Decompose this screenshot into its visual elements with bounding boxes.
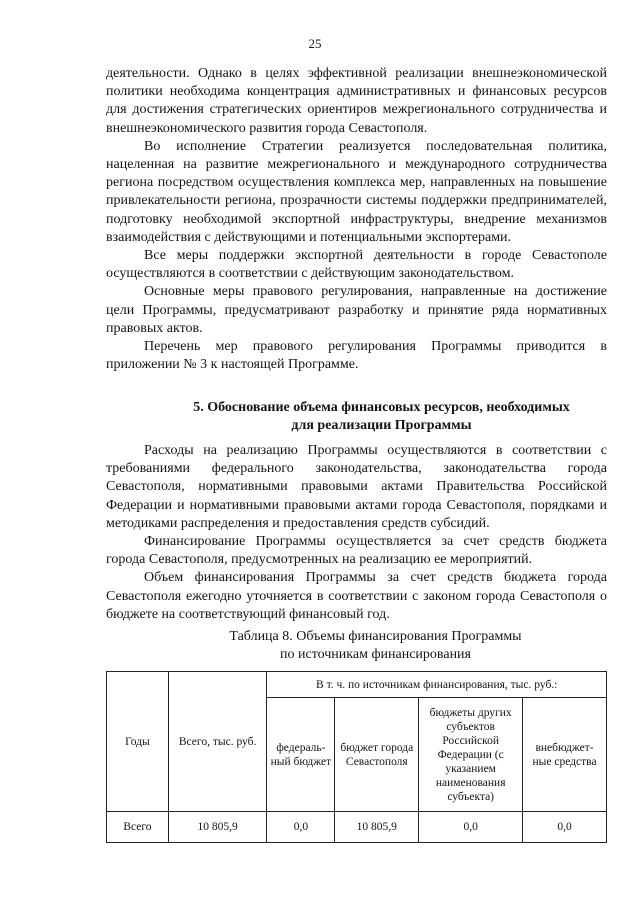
paragraph: Все меры поддержки экспортной деятельности в городе Севастополе осуществляются в соответствии с действующим законодательством. [106,248,607,282]
cell-city: 10 805,9 [335,812,419,843]
section-heading-line-1: 5. Обоснование объема финансовых ресурсов, необходимых [193,400,570,415]
table-caption-line-2: по источникам финансирования [280,647,471,663]
table-row [107,812,607,843]
paragraph: Расходы на реализацию Программы осуществляются в соответствии с требованиями федерального законодательства, законодательства города Севастополя, нормативными правовыми актами Правительства Российской Федерации и нормативными правовыми актами города Севастополя, порядками и методиками распределения и предоставления средств субсидий. [106,443,607,531]
body-text [106,65,607,374]
cell-federal: 0,0 [267,812,335,843]
cell-total: 10 805,9 [168,812,267,843]
table-caption [106,628,607,664]
header-other-regions-budget: бюджеты других субъектов Российской Федерации (с указанием наименования субъекта) [419,698,523,812]
header-sources-group: В т. ч. по источникам финансирования, тыс. руб.: [267,672,607,698]
table-caption-line-1: Таблица 8. Объемы финансирования Программы [229,629,522,644]
paragraph: Финансирование Программы осуществляется за счет средств бюджета города Севастополя, предусмотренных на реализацию ее мероприятий. [106,534,607,568]
header-years: Годы [107,672,169,812]
section-heading-line-2: для реализации Программы [291,418,472,434]
paragraph: Основные меры правового регулирования, направленные на достижение цели Программы, предусматривают разработку и принятие ряда нормативных правовых актов. [106,284,607,336]
page-number: 25 [308,36,322,51]
cell-other-regions: 0,0 [419,812,523,843]
paragraph: деятельности. Однако в целях эффективной реализации внешнеэкономической политики необходима концентрация административных и финансовых ресурсов для достижения стратегических ориентиров межрегионального сотрудничества и внешнеэкономического развития города Севастополя. [106,66,607,136]
paragraph: Перечень мер правового регулирования Программы приводится в приложении № 3 к настоящей Программе. [106,339,607,373]
paragraph: Во исполнение Стратегии реализуется последовательная политика, нацеленная на развитие межрегионального и международного сотрудничества региона посредством осуществления комплекса мер, направленных на повышение привлекательности региона, прозрачности системы поддержки предпринимателей, подготовку необходимой экспортной инфраструктуры, внедрение механизмов взаимодействия с действующими и потенциальными экспортерами. [106,138,607,245]
header-extrabudgetary: внебюджет-ные средства [523,698,607,812]
financing-table [106,671,607,843]
section-body-text [106,442,607,624]
header-total: Всего, тыс. руб. [168,672,267,812]
header-city-budget: бюджет города Севастополя [335,698,419,812]
paragraph: Объем финансирования Программы за счет средств бюджета города Севастополя ежегодно уточняется в соответствии с законом города Севастополя о бюджете на соответствующий финансовый год. [106,570,607,622]
cell-year: Всего [107,812,169,843]
header-federal-budget: федераль-ный бюджет [267,698,335,812]
section-heading [106,399,607,435]
cell-extrabudgetary: 0,0 [523,812,607,843]
